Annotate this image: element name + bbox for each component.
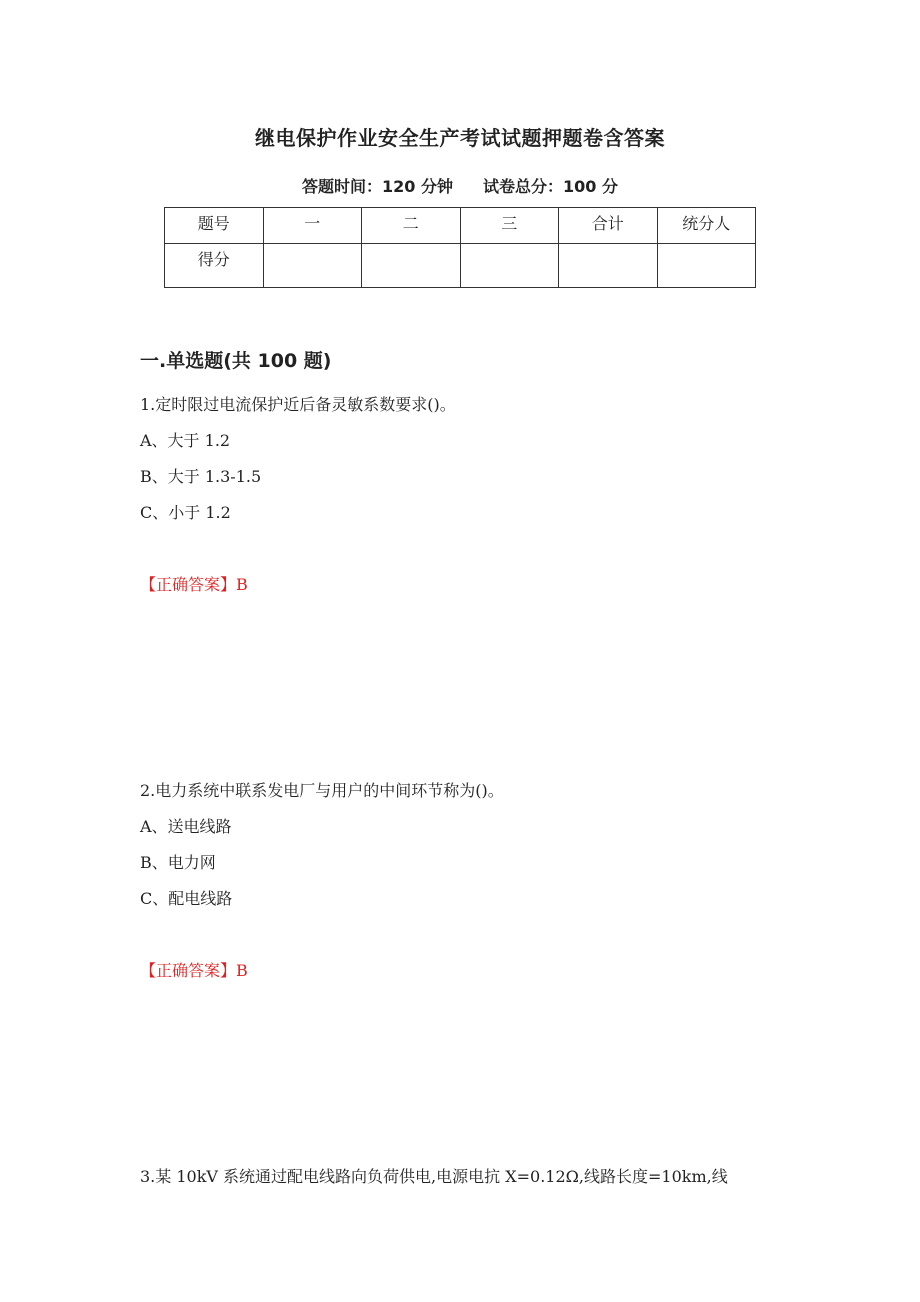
exam-meta <box>0 174 920 197</box>
score-cell <box>263 244 362 288</box>
score-table-header-row <box>165 208 756 244</box>
option-b: B、电力网 <box>140 853 216 872</box>
score-cell <box>559 244 658 288</box>
option-a: A、送电线路 <box>140 817 232 836</box>
header-cell: 统分人 <box>657 208 756 244</box>
time-label: 答题时间：120 分钟 <box>302 177 453 196</box>
document-title: 继电保护作业安全生产考试试题押题卷含答案 <box>255 126 665 150</box>
score-table <box>164 207 756 288</box>
score-row-label: 得分 <box>165 244 264 288</box>
score-cell <box>657 244 756 288</box>
option-a: A、大于 1.2 <box>140 431 231 450</box>
header-cell: 二 <box>362 208 461 244</box>
answer-label: 【正确答案】 <box>140 575 237 594</box>
question-stem: 3.某 10kV 系统通过配电线路向负荷供电,电源电抗 X=0.12Ω,线路长度=10km,线 <box>140 1167 728 1186</box>
question-stem: 1.定时限过电流保护近后备灵敏系数要求()。 <box>140 395 456 414</box>
score-table-score-row <box>165 244 756 288</box>
answer-label: 【正确答案】 <box>140 961 237 980</box>
correct-answer <box>140 572 248 595</box>
score-cell <box>460 244 559 288</box>
answer-value: B <box>236 575 248 594</box>
answer-value: B <box>236 961 248 980</box>
header-cell: 三 <box>460 208 559 244</box>
header-cell: 一 <box>263 208 362 244</box>
correct-answer <box>140 958 248 981</box>
question-stem: 2.电力系统中联系发电厂与用户的中间环节称为()。 <box>140 781 504 800</box>
option-c: C、配电线路 <box>140 889 233 908</box>
score-cell <box>362 244 461 288</box>
section-heading: 一.单选题(共 100 题) <box>140 350 332 372</box>
option-b: B、大于 1.3-1.5 <box>140 467 262 486</box>
total-score-label: 试卷总分：100 分 <box>483 177 618 196</box>
header-cell: 合计 <box>559 208 658 244</box>
option-c: C、小于 1.2 <box>140 503 231 522</box>
header-cell: 题号 <box>165 208 264 244</box>
